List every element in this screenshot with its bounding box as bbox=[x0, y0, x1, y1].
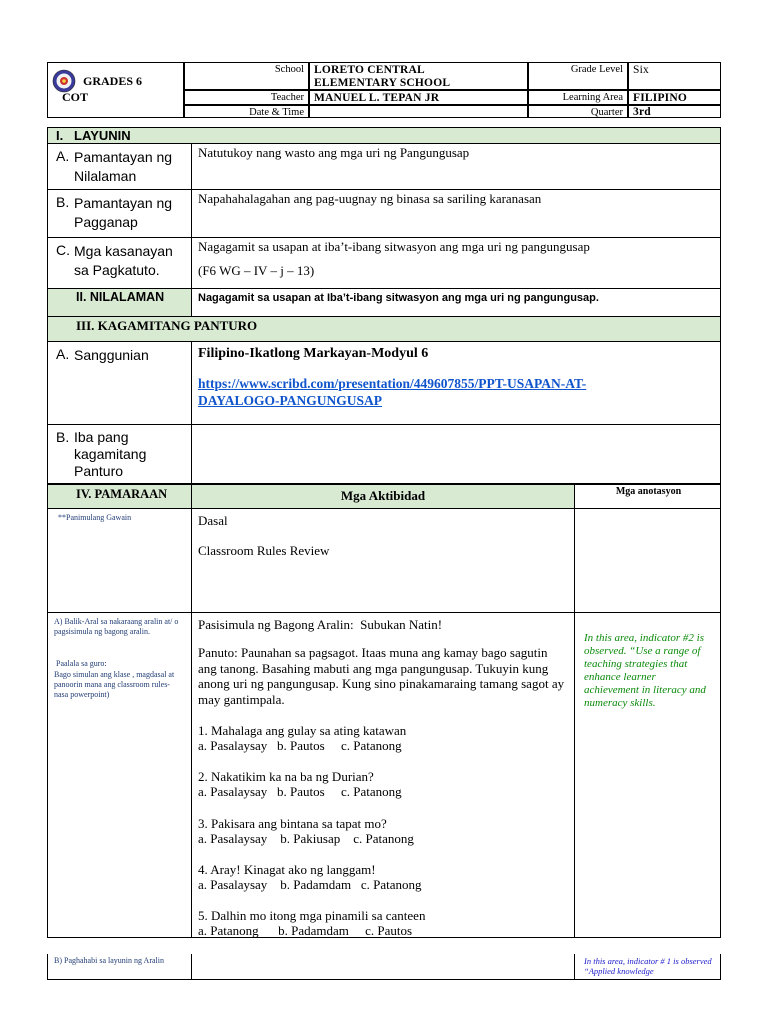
layunin-c-value: Nagagamit sa usapan at iba’t-ibang sitwasyon ang mga uri ng pangungusap bbox=[198, 239, 590, 254]
pamaraan-heading: IV. PAMARAAN bbox=[76, 487, 168, 501]
quarter-label: Quarter bbox=[528, 105, 628, 118]
kagamitan-a-label: Sanggunian bbox=[74, 347, 149, 363]
row1-label-cell bbox=[48, 509, 192, 612]
question-3-options: a. Pasalaysay b. Pakiusap c. Patanong bbox=[198, 831, 414, 846]
layunin-row-a bbox=[47, 144, 721, 190]
nilalaman-row bbox=[47, 289, 721, 317]
row1-label: **Panimulang Gawain bbox=[58, 513, 132, 522]
layunin-row-b bbox=[47, 190, 721, 238]
layunin-c-value-cell bbox=[192, 238, 720, 288]
grade-level-label: Grade Level bbox=[528, 62, 628, 90]
layunin-heading: I. LAYUNIN bbox=[56, 128, 131, 143]
row3-activities-cell bbox=[192, 954, 575, 979]
kagamitan-b-label: Iba pang kagamitang Panturo bbox=[74, 429, 147, 479]
nilalaman-value: Nagagamit sa usapan at Iba’t-ibang sitwasyon ang mga uri ng pangungusap. bbox=[198, 292, 599, 304]
row2-instructions: Panuto: Paunahan sa pagsagot. Itaas muna ang kamay bago sagutin ang tanong. Basahing mabuti ang mga pangungusap. Tukuyin kung anong uri ng pangungusap. Kung sino pinakamaraing tamang sagot ay may gantimpala. bbox=[198, 645, 565, 707]
layunin-c-letter: C. bbox=[56, 242, 70, 258]
activities-header: Mga Aktibidad bbox=[340, 488, 426, 503]
question-5-options: a. Patanong b. Padamdam c. Pautos bbox=[198, 923, 413, 938]
notes-header-cell bbox=[577, 485, 720, 508]
question-3: 3. Pakisara ang bintana sa tapat mo? bbox=[198, 816, 387, 831]
layunin-heading-row bbox=[47, 127, 721, 144]
teacher-value: MANUEL L. TEPAN JR bbox=[309, 90, 528, 105]
layunin-c-code: (F6 WG – IV – j – 13) bbox=[198, 263, 315, 278]
kagamitan-a-value-cell bbox=[192, 342, 720, 424]
header-table bbox=[47, 62, 721, 118]
question-1: 1. Mahalaga ang gulay sa ating katawan bbox=[198, 723, 407, 738]
nilalaman-value-cell bbox=[192, 289, 720, 316]
pamaraan-heading-row bbox=[47, 484, 721, 509]
teacher-label: Teacher bbox=[184, 90, 309, 105]
question-2-options: a. Pasalaysay b. Pautos c. Patanong bbox=[198, 784, 402, 799]
nilalaman-heading-cell bbox=[48, 289, 192, 316]
layunin-b-value-cell bbox=[192, 190, 720, 237]
notes-header: Mga anotasyon bbox=[615, 486, 682, 497]
kagamitan-heading-row bbox=[47, 317, 721, 342]
row1-activities-cell bbox=[192, 509, 575, 612]
layunin-b-value: Napahahalagahan ang pag-uugnay ng binasa sa sariling karanasan bbox=[198, 191, 542, 206]
kagamitan-b-value-cell bbox=[192, 425, 720, 483]
learning-area-label: Learning Area bbox=[528, 90, 628, 105]
question-1-options: a. Pasalaysay b. Pautos c. Patanong bbox=[198, 738, 402, 753]
row2-activities-cell bbox=[192, 613, 575, 937]
row3-annotation: In this area, indicator # 1 is observed “Applied knowledge bbox=[584, 956, 712, 976]
learning-area-value: FILIPINO bbox=[628, 90, 721, 105]
kagamitan-row-b bbox=[47, 425, 721, 484]
kagamitan-a-letter: A. bbox=[56, 346, 70, 362]
layunin-a-label: Pamantayan ng Nilalaman bbox=[74, 149, 173, 184]
kagamitan-row-a bbox=[47, 342, 721, 425]
sanggunian-link-line1[interactable]: https://www.scribd.com/presentation/449607855/PPT-USAPAN-AT- bbox=[198, 376, 587, 391]
layunin-a-value-cell bbox=[192, 144, 720, 189]
nilalaman-heading: II. NILALAMAN bbox=[76, 290, 165, 304]
layunin-a-letter: A. bbox=[56, 148, 70, 164]
row2-activity-title: Pasisimula ng Bagong Aralin: Subukan Natin! bbox=[198, 617, 443, 632]
activities-header-cell bbox=[192, 485, 575, 508]
layunin-a-value: Natutukoy nang wasto ang mga uri ng Pangungusap bbox=[198, 145, 470, 160]
pamaraan-heading-cell bbox=[48, 485, 192, 508]
kagamitan-b-label-cell bbox=[48, 425, 192, 483]
row1-activity-dasal: Dasal bbox=[198, 513, 228, 528]
layunin-a-label-cell bbox=[48, 144, 192, 189]
row2-label: A) Balik-Aral sa nakaraang aralin at/ o pagsisimula ng bagong aralin. bbox=[54, 617, 179, 636]
question-5: 5. Dalhin mo itong mga pinamili sa canteen bbox=[198, 908, 426, 923]
row1-activity-rules: Classroom Rules Review bbox=[198, 543, 330, 558]
grades-label: GRADES 6 bbox=[83, 74, 143, 88]
header-logo-cell bbox=[47, 62, 184, 118]
question-2: 2. Nakatikim ka na ba ng Durian? bbox=[198, 769, 374, 784]
row3-label: B) Paghahabi sa layunin ng Aralin bbox=[54, 956, 164, 965]
school-label: School bbox=[184, 62, 309, 90]
row2-paalala: Paalala sa guro: bbox=[56, 659, 107, 668]
layunin-row-c bbox=[47, 238, 721, 289]
quarter-value: 3rd bbox=[628, 105, 721, 118]
kagamitan-a-label-cell bbox=[48, 342, 192, 424]
question-4: 4. Aray! Kinagat ako ng langgam! bbox=[198, 862, 376, 877]
sanggunian-link-line2[interactable]: DAYALOGO-PANGUNGUSAP bbox=[198, 393, 383, 408]
cot-label: COT bbox=[62, 90, 89, 104]
layunin-b-label-cell bbox=[48, 190, 192, 237]
layunin-b-label: Pamantayan ng Pagganap bbox=[74, 195, 173, 230]
layunin-b-letter: B. bbox=[56, 194, 70, 210]
school-value-line2: ELEMENTARY SCHOOL bbox=[314, 77, 451, 89]
datetime-label: Date & Time bbox=[184, 105, 309, 118]
pamaraan-row-2 bbox=[47, 613, 721, 938]
layunin-c-label: Mga kasanayan sa Pagkatuto. bbox=[74, 243, 173, 278]
kagamitan-b-letter: B. bbox=[56, 429, 70, 445]
grade-level-value: Six bbox=[628, 62, 721, 90]
pamaraan-row-3 bbox=[47, 954, 721, 980]
row3-label-cell bbox=[48, 954, 192, 979]
layunin-c-label-cell bbox=[48, 238, 192, 288]
row2-paalala-text: Bago simulan ang klase , magdasal at panoorin mana ang classroom rules- nasa powerpoint) bbox=[54, 670, 175, 699]
school-value-line1: LORETO CENTRAL bbox=[314, 64, 425, 76]
sanggunian-title: Filipino-Ikatlong Markayan-Modyul 6 bbox=[198, 346, 429, 361]
datetime-value bbox=[309, 105, 528, 118]
row2-label-cell bbox=[48, 613, 192, 937]
row2-annotation: In this area, indicator #2 is observed. “Use a range of teaching strategies that enhance learner achievement in literacy and numeracy skills. bbox=[584, 632, 706, 709]
kagamitan-heading: III. KAGAMITANG PANTURO bbox=[76, 318, 258, 333]
school-value bbox=[309, 62, 528, 90]
pamaraan-row-1 bbox=[47, 509, 721, 613]
question-4-options: a. Pasalaysay b. Padamdam c. Patanong bbox=[198, 877, 422, 892]
